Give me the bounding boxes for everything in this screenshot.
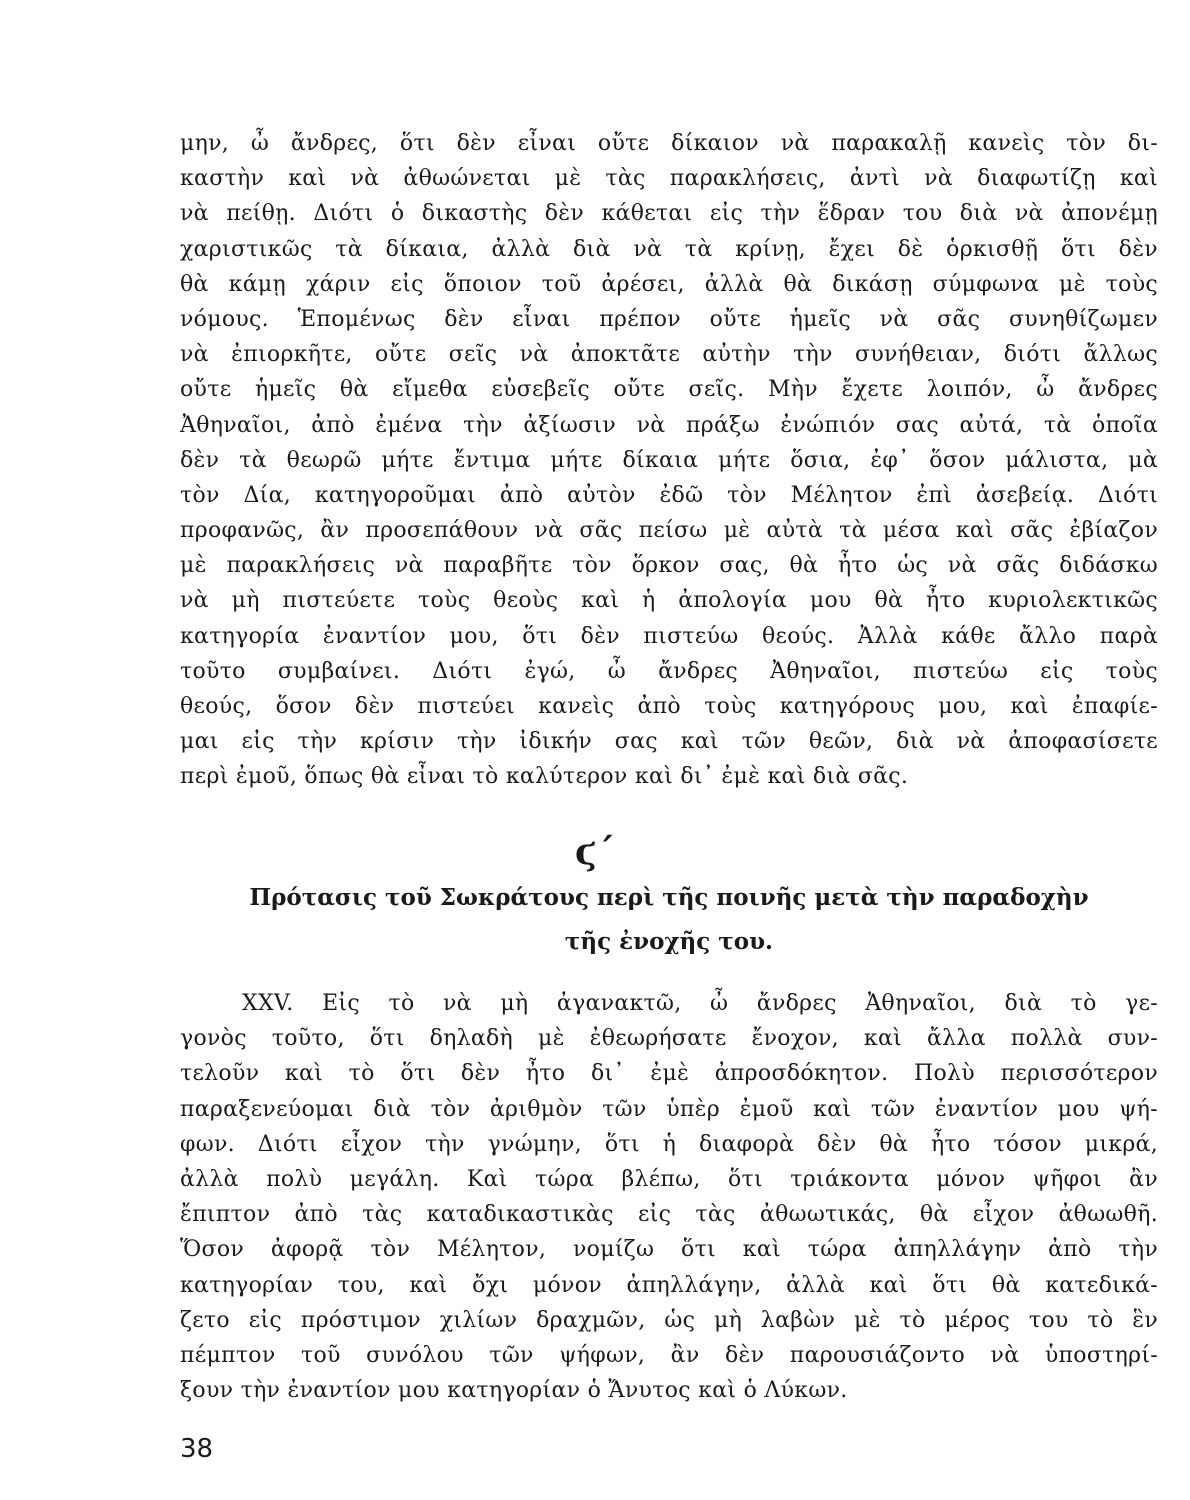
- text-line: περὶ ἐμοῦ, ὅπως θὰ εἶναι τὸ καλύτερον καὶ δι᾽ ἐμὲ καὶ διὰ σᾶς.: [180, 764, 909, 790]
- text-line: τὸν Δία, κατηγοροῦμαι ἀπὸ αὐτὸν ἐδῶ τὸν Μέλητον ἐπὶ ἀσεβείᾳ. Διότι: [180, 482, 1158, 508]
- text-line: ζετο εἰς πρόστιμον χιλίων δραχμῶν, ὡς μὴ λαβὼν μὲ τὸ μέρος του τὸ ἓν: [180, 1307, 1158, 1333]
- text-line: θεούς, ὅσον δὲν πιστεύει κανεὶς ἀπὸ τοὺς κατηγόρους μου, καὶ ἐπαφίε-: [180, 694, 1158, 719]
- text-line: χαριστικῶς τὰ δίκαια, ἀλλὰ διὰ νὰ τὰ κρίνῃ, ἔχει δὲ ὁρκισθῇ ὅτι δὲν: [180, 236, 1158, 262]
- section-heading-line-1: Πρότασις τοῦ Σωκράτους περὶ τῆς ποινῆς μετὰ τὴν παραδοχὴν: [249, 884, 1089, 911]
- text-line: τελοῦν καὶ τὸ ὅτι δὲν ἦτο δι᾽ ἐμὲ ἀπροσδόκητον. Πολὺ περισσότερον: [180, 1061, 1158, 1087]
- paragraph-1: [180, 126, 1158, 795]
- text-line: θὰ κάμῃ χάριν εἰς ὅποιον τοῦ ἀρέσει, ἀλλὰ θὰ δικάσῃ σύμφωνα μὲ τοὺς: [180, 271, 1158, 297]
- text-line: προφανῶς, ἂν προσεπάθουν νὰ σᾶς πείσω μὲ αὐτὰ τὰ μέσα καὶ σᾶς ἐβίαζον: [180, 518, 1158, 544]
- text-line: XXV. Εἰς τὸ νὰ μὴ ἀγανακτῶ, ὦ ἄνδρες Ἀθηναῖοι, διὰ τὸ γε-: [242, 991, 1158, 1016]
- text-line: Ἀθηναῖοι, ἀπὸ ἐμένα τὴν ἀξίωσιν νὰ πράξω ἐνώπιόν σας αὐτά, τὰ ὁποῖα: [180, 412, 1158, 438]
- text-line: τοῦτο συμβαίνει. Διότι ἐγώ, ὦ ἄνδρες Ἀθηναῖοι, πιστεύω εἰς τοὺς: [180, 658, 1158, 684]
- section-heading: [180, 876, 1158, 964]
- page-number: 38: [180, 1434, 214, 1464]
- text-line: κατηγορία ἐναντίον μου, ὅτι δὲν πιστεύω θεούς. Ἀλλὰ κάθε ἄλλο παρὰ: [180, 623, 1158, 649]
- text-line: μὲ παρακλήσεις νὰ παραβῆτε τὸν ὅρκον σας, θὰ ἦτο ὡς νὰ σᾶς διδάσκω: [180, 553, 1158, 579]
- text-line: οὔτε ἡμεῖς θὰ εἴμεθα εὐσεβεῖς οὔτε σεῖς. Μὴν ἔχετε λοιπόν, ὦ ἄνδρες: [180, 377, 1158, 403]
- text-line: καστὴν καὶ νὰ ἀθωώνεται μὲ τὰς παρακλήσεις, ἀντὶ νὰ διαφωτίζῃ καὶ: [180, 166, 1158, 192]
- text-line: ἔπιπτον ἀπὸ τὰς καταδικαστικὰς εἰς τὰς ἀθωωτικάς, θὰ εἶχον ἀθωωθῆ.: [180, 1202, 1158, 1228]
- text-line: νὰ ἐπιορκῆτε, οὔτε σεῖς νὰ ἀποκτᾶτε αὐτὴν τὴν συνήθειαν, διότι ἄλλως: [180, 342, 1158, 368]
- section-heading-line-2: τῆς ἐνοχῆς του.: [564, 928, 774, 955]
- section-number: ϛ΄: [575, 831, 615, 873]
- text-line: κατηγορίαν του, καὶ ὄχι μόνον ἀπηλλάγην, ἀλλὰ καὶ ὅτι θὰ κατεδικά-: [180, 1272, 1158, 1298]
- text-line: Ὅσον ἀφορᾷ τὸν Μέλητον, νομίζω ὅτι καὶ τώρα ἀπηλλάγην ἀπὸ τὴν: [180, 1237, 1158, 1263]
- text-line: νὰ πείθῃ. Διότι ὁ δικαστὴς δὲν κάθεται εἰς τὴν ἕδραν του διὰ νὰ ἀπονέμῃ: [180, 201, 1158, 227]
- text-line: ἀλλὰ πολὺ μεγάλη. Καὶ τώρα βλέπω, ὅτι τριάκοντα μόνον ψῆφοι ἂν: [180, 1166, 1158, 1192]
- text-line: φων. Διότι εἶχον τὴν γνώμην, ὅτι ἡ διαφορὰ δὲν θὰ ἦτο τόσον μικρά,: [180, 1131, 1158, 1157]
- text-line: νὰ μὴ πιστεύετε τοὺς θεοὺς καὶ ἡ ἀπολογία μου θὰ ἦτο κυριολεκτικῶς: [180, 588, 1158, 614]
- paragraph-2: [180, 986, 1158, 1408]
- text-line: πέμπτον τοῦ συνόλου τῶν ψήφων, ἂν δὲν παρουσιάζοντο νὰ ὑποστηρί-: [180, 1342, 1158, 1368]
- text-line: γονὸς τοῦτο, ὅτι δηλαδὴ μὲ ἐθεωρήσατε ἔνοχον, καὶ ἄλλα πολλὰ συν-: [180, 1026, 1158, 1052]
- text-line: μαι εἰς τὴν κρίσιν τὴν ἰδικήν σας καὶ τῶν θεῶν, διὰ νὰ ἀποφασίσετε: [180, 729, 1158, 755]
- text-line: ξουν τὴν ἐναντίον μου κατηγορίαν ὁ Ἄνυτος καὶ ὁ Λύκων.: [180, 1378, 848, 1404]
- text-line: μην, ὦ ἄνδρες, ὅτι δὲν εἶναι οὔτε δίκαιον νὰ παρακαλῇ κανεὶς τὸν δι-: [180, 131, 1158, 156]
- text-line: δὲν τὰ θεωρῶ μήτε ἔντιμα μήτε δίκαια μήτε ὅσια, ἐφ᾽ ὅσον μάλιστα, μὰ: [180, 447, 1158, 473]
- text-line: παραξενεύομαι διὰ τὸν ἀριθμὸν τῶν ὑπὲρ ἐμοῦ καὶ τῶν ἐναντίον μου ψή-: [180, 1096, 1158, 1122]
- text-line: νόμους. Ἑπομένως δὲν εἶναι πρέπον οὔτε ἡμεῖς νὰ σᾶς συνηθίζωμεν: [180, 306, 1158, 332]
